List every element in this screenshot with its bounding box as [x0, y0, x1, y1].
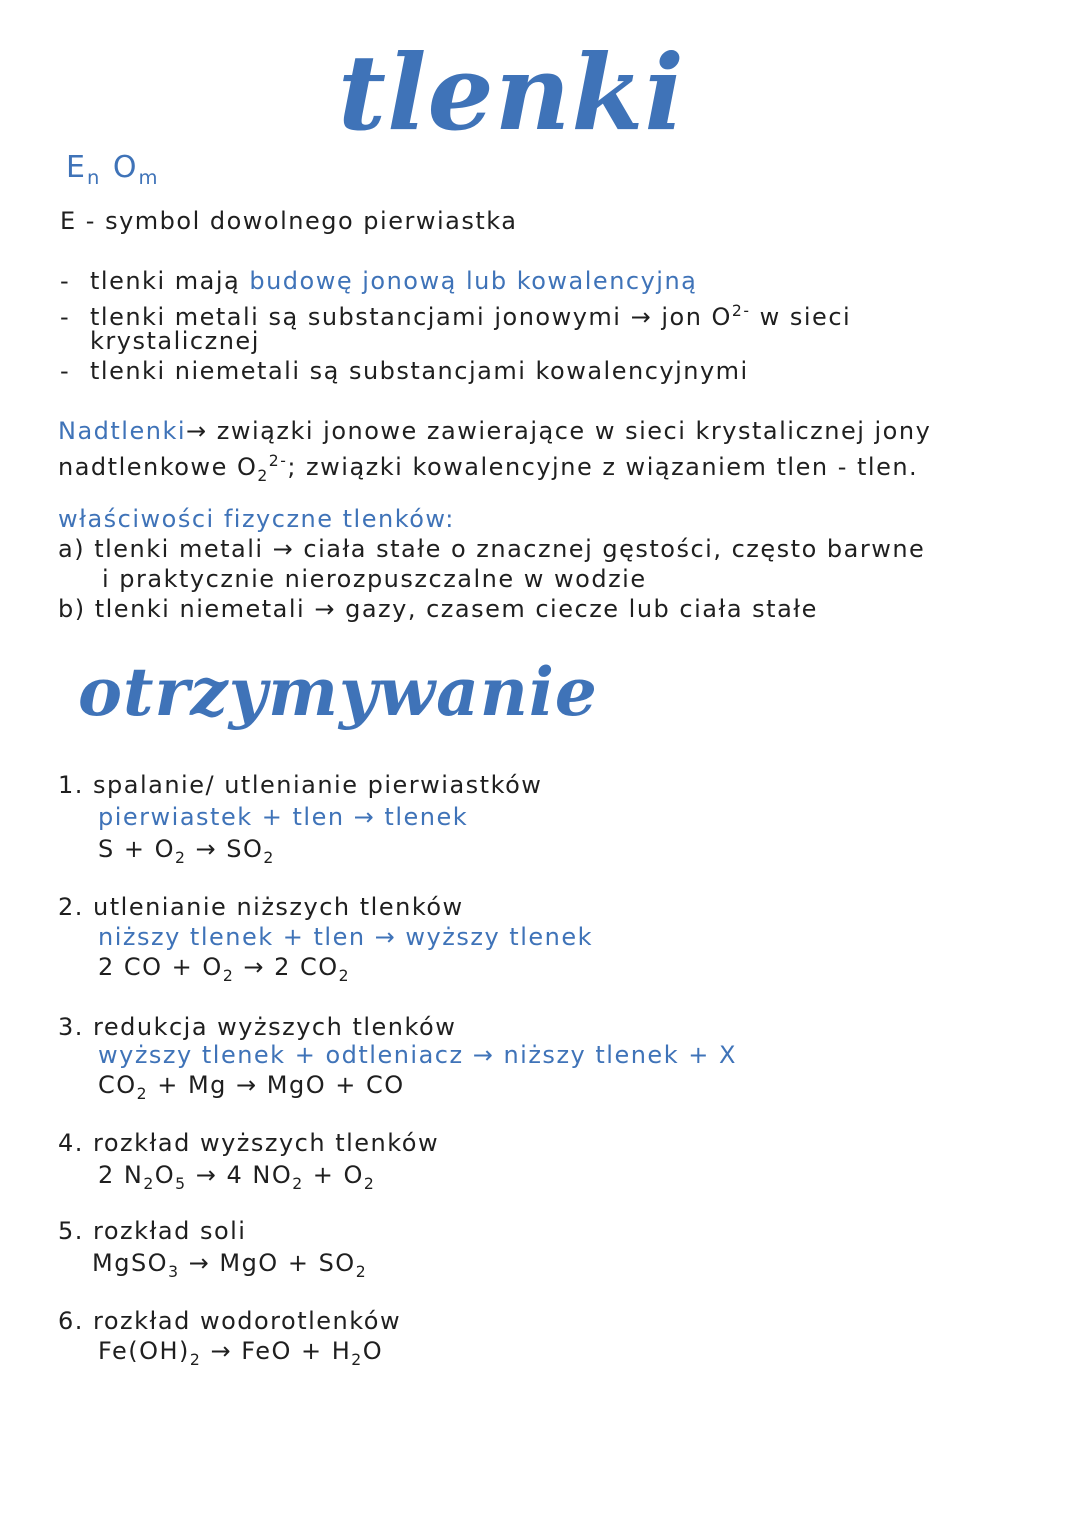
peroxides-line-2: nadtlenkowe $O_2^{2-}$; związki kowalencyjne z wiązaniem tlen - tlen.	[58, 452, 919, 485]
properties-heading: właściwości fizyczne tlenków:	[58, 505, 455, 533]
method-5-title: 5. rozkład soli	[58, 1217, 247, 1245]
method-3-title: 3. redukcja wyższych tlenków	[58, 1013, 457, 1041]
section-title: otrzymywanie	[78, 653, 598, 731]
method-4-title: 4. rozkład wyższych tlenków	[58, 1129, 440, 1157]
definition-text: E - symbol dowolnego pierwiastka	[60, 207, 518, 235]
method-4-example: 2 $N_2O_5 \to 4$ $NO_2 + O_2$	[98, 1161, 376, 1193]
method-1-scheme: pierwiastek + tlen → tlenek	[98, 803, 469, 831]
method-2-scheme: niższy tlenek + tlen → wyższy tlenek	[98, 923, 593, 951]
bullet-2-continuation: krystalicznej	[90, 327, 260, 355]
method-1-example: $S + O_2 \to SO_2$	[98, 835, 275, 867]
method-2-example: 2 CO + $O_2 \to 2$ $CO_2$	[98, 953, 351, 985]
method-5-example: MgSO$_3$ → MgO + $SO_2$	[92, 1249, 368, 1281]
general-formula: $E_n$ $O_m$	[66, 150, 160, 189]
method-6-title: 6. rozkład wodorotlenków	[58, 1307, 402, 1335]
properties-b: b) tlenki niemetali → gazy, czasem ciecze lub ciała stałe	[58, 595, 818, 623]
method-6-example: $Fe(OH)_2$ → FeO + $H_2O$	[98, 1337, 384, 1369]
method-3-example: $CO_2 + Mg$ → MgO + CO	[98, 1071, 405, 1103]
page-title: tlenki	[338, 31, 685, 154]
method-3-scheme: wyższy tlenek + odtleniacz → niższy tlenek + X	[98, 1041, 737, 1069]
bullet-1: - tlenki mają budowę jonową lub kowalencyjną	[60, 267, 698, 295]
bullet-2: - tlenki metali są substancjami jonowymi → jon $O^{2-}$ w sieci	[60, 302, 852, 331]
method-2-title: 2. utlenianie niższych tlenków	[58, 893, 464, 921]
properties-a: a) tlenki metali → ciała stałe o znacznej gęstości, często barwne	[58, 535, 926, 563]
peroxides-line-1: Nadtlenki→ związki jonowe zawierające w sieci krystalicznej jony	[58, 417, 932, 445]
properties-a-continuation: i praktycznie nierozpuszczalne w wodzie	[102, 565, 647, 593]
method-1-title: 1. spalanie/ utlenianie pierwiastków	[58, 771, 543, 799]
bullet-3: - tlenki niemetali są substancjami kowalencyjnymi	[60, 357, 749, 385]
